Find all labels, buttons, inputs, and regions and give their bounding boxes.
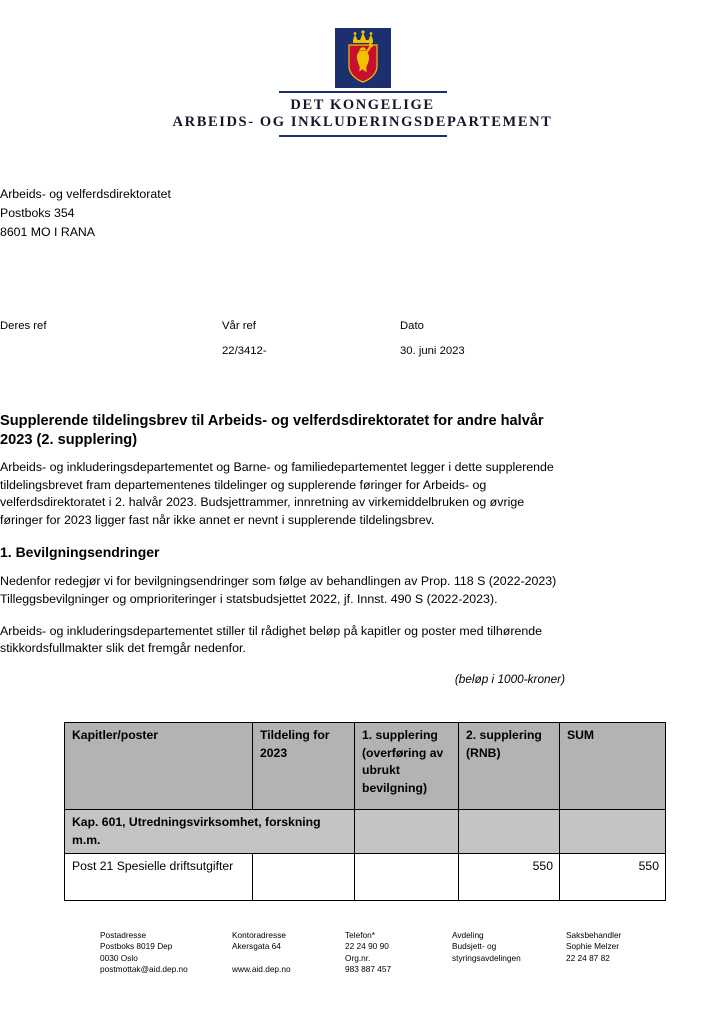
emblem-container xyxy=(0,28,725,88)
footer-line: postmottak@aid.dep.no xyxy=(100,964,188,975)
footer-line-blank xyxy=(566,964,621,975)
footer-line: Sophie Melzer xyxy=(566,941,620,952)
deres-ref-label: Deres ref xyxy=(0,320,47,332)
table-row xyxy=(65,854,666,901)
footer-heading: Saksbehandler xyxy=(566,930,622,940)
var-ref-column xyxy=(222,316,267,361)
table-cell-post-tildeling xyxy=(253,854,355,901)
dato-column xyxy=(400,316,465,361)
footer-line: Org.nr. xyxy=(345,952,371,963)
table-cell-group-label: Kap. 601, Utredningsvirksomhet, forskning m.m. xyxy=(65,810,355,854)
footer-column-kontoradresse xyxy=(232,930,291,976)
footer-line: Akersgata 64 xyxy=(232,941,281,952)
footer-heading: Avdeling xyxy=(452,930,484,940)
letterhead-rule-bottom xyxy=(279,135,447,137)
table-cell-post-label: Post 21 Spesielle driftsutgifter xyxy=(65,854,253,901)
dato-value: 30. juni 2023 xyxy=(400,345,465,357)
document-body xyxy=(0,412,563,690)
intro-paragraph: Arbeids- og inkluderingsdepartementet og Barne- og familiedepartementet legger i dette supplerende tildelingsbrevet fram departementenes tildelinger og supplerende føringer for Arbeids- og velferdsdirektoratet i 2. halvår 2023. Budsjettrammer, innretning av virkemiddelbruken og øvrige føringer for 2023 ligger fast når ikke annet er nevnt i supplerende tildelingsbrev. xyxy=(0,460,554,527)
dato-label: Dato xyxy=(400,320,424,332)
footer-column-telefon xyxy=(345,930,391,976)
footer-line: 22 24 87 82 xyxy=(566,952,610,963)
recipient-address xyxy=(0,185,171,242)
footer-line: 0030 Oslo xyxy=(100,952,138,963)
footer-heading: Telefon* xyxy=(345,930,375,940)
table-header-supplering-2: 2. supplering (RNB) xyxy=(459,723,560,810)
section1-paragraph-1: Nedenfor redegjør vi for bevilgningsendringer som følge av behandlingen av Prop. 118 S (2022-2023) Tilleggsbevilgninger og omprioriteringer i statsbudsjettet 2022, jf. Innst. 490 S (2022-2023). xyxy=(0,574,557,606)
footer-column-postadresse xyxy=(100,930,188,976)
footer-heading: Kontoradresse xyxy=(232,930,286,940)
recipient-line-2: Postboks 354 xyxy=(0,206,75,220)
letterhead xyxy=(0,0,725,137)
recipient-line-3: 8601 MO I RANA xyxy=(0,225,95,239)
letterhead-line-kongelige: DET KONGELIGE xyxy=(290,97,435,113)
table-cell-group-c3 xyxy=(355,810,459,854)
table-header-row xyxy=(65,723,666,810)
letterhead-line-department: ARBEIDS- OG INKLUDERINGSDEPARTEMENT xyxy=(172,114,553,131)
footer-line: Postboks 8019 Dep xyxy=(100,941,173,952)
var-ref-value: 22/3412- xyxy=(222,345,267,357)
table-cell-group-c4 xyxy=(459,810,560,854)
table-row xyxy=(65,810,666,854)
footer-line-blank xyxy=(452,964,521,975)
table-cell-post-supplering-2: 550 xyxy=(459,854,560,901)
budget-table xyxy=(64,722,666,901)
footer-line: Budsjett- og xyxy=(452,941,497,952)
norwegian-coat-of-arms-icon xyxy=(335,28,391,88)
recipient-line-1: Arbeids- og velferdsdirektoratet xyxy=(0,187,171,201)
budget-table-wrapper xyxy=(64,722,665,901)
page-title: Supplerende tildelingsbrev til Arbeids- og velferdsdirektoratet for andre halvår 2023 (2. supplering) xyxy=(0,413,544,448)
table-header-supplering-1: 1. supplering (overføring av ubrukt bevilgning) xyxy=(355,723,459,810)
table-header-tildeling: Tildeling for 2023 xyxy=(253,723,355,810)
footer-heading: Postadresse xyxy=(100,930,147,940)
section1-paragraph-2: Arbeids- og inkluderingsdepartementet stiller til rådighet beløp på kapitler og poster med tilhørende stikkordsfullmakter slik det fremgår nedenfor. xyxy=(0,623,543,656)
footer-column-avdeling xyxy=(452,930,521,976)
table-cell-post-sum: 550 xyxy=(560,854,666,901)
table-cell-post-supplering-1 xyxy=(355,854,459,901)
footer-line: 983 887 457 xyxy=(345,964,392,975)
footer-column-saksbehandler xyxy=(566,930,621,976)
table-cell-group-c5 xyxy=(560,810,666,854)
section-heading-1: 1. Bevilgningsendringer xyxy=(0,544,160,561)
deres-ref-column xyxy=(0,316,46,341)
footer-line: www.aid.dep.no xyxy=(232,964,291,975)
footer-line: 22 24 90 90 xyxy=(345,941,389,952)
footer-line: styringsavdelingen xyxy=(452,952,521,963)
table-header-sum: SUM xyxy=(560,723,666,810)
table-header-kapitler: Kapitler/poster xyxy=(65,723,253,810)
amount-unit-note: (beløp i 1000-kroner) xyxy=(454,671,565,686)
footer-line-blank xyxy=(232,953,291,964)
var-ref-label: Vår ref xyxy=(222,320,256,332)
letterhead-rule-top xyxy=(279,91,447,93)
